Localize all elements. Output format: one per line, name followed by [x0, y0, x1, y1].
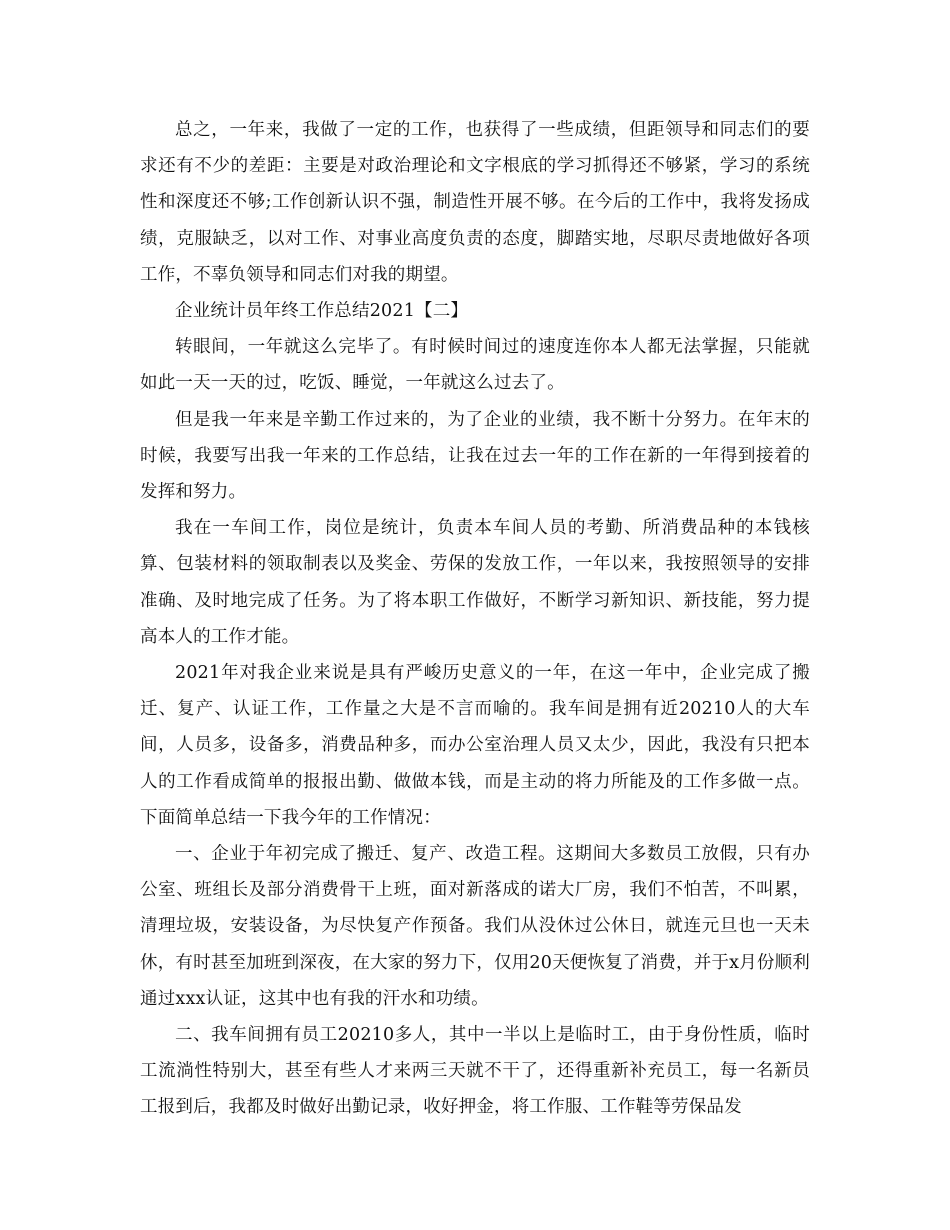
paragraph-summary-conclusion: 总之，一年来，我做了一定的工作，也获得了一些成绩，但距领导和同志们的要求还有不少的差距：主要是对政治理论和文字根底的学习抓得还不够紧，学习的系统性和深度还不够;工作创新认识不强，制造性开展不够。在今后的工作中，我将发扬成绩，克服缺乏，以对工作、对事业高度负责的态度，脚踏实地，尽职尽责地做好各项工作，不辜负领导和同志们对我的期望。 [140, 120, 810, 285]
paragraph-job-duties: 我在一车间工作，岗位是统计，负责本车间人员的考勤、所消费品种的本钱核算、包装材料的领取制表以及奖金、劳保的发放工作，一年以来，我按照领导的安排准确、及时地完成了任务。为了将本职工作做好，不断学习新知识、新技能，努力提高本人的工作才能。 [140, 518, 810, 647]
document-body [140, 112, 810, 1126]
paragraph-hard-work: 但是我一年来是辛勤工作过来的，为了企业的业绩，我不断十分努力。在年末的时候，我要写出我一年来的工作总结，让我在过去一年的工作在新的一年得到接着的发挥和努力。 [140, 409, 810, 503]
paragraph-year-significance: 2021年对我企业来说是具有严峻历史意义的一年，在这一年中，企业完成了搬迁、复产、认证工作，工作量之大是不言而喻的。我车间是拥有近20210人的大车间，人员多，设备多，消费品种多，而办公室治理人员又太少，因此，我没有只把本人的工作看成简单的报报出勤、做做本钱，而是主动的将力所能及的工作多做一点。下面简单总结一下我今年的工作情况： [140, 663, 810, 828]
paragraph-year-passed: 转眼间，一年就这么完毕了。有时候时间过的速度连你本人都无法掌握，只能就如此一天一天的过，吃饭、睡觉，一年就这么过去了。 [140, 337, 810, 394]
paragraph-item-one: 一、企业于年初完成了搬迁、复产、改造工程。这期间大多数员工放假，只有办公室、班组长及部分消费骨干上班，面对新落成的诺大厂房，我们不怕苦，不叫累，清理垃圾，安装设备，为尽快复产作预备。我们从没休过公休日，就连元旦也一天未休，有时甚至加班到深夜，在大家的努力下，仅用20天便恢复了消费，并于x月份顺利通过xxx认证，这其中也有我的汗水和功绩。 [140, 844, 810, 1009]
section-heading: 企业统计员年终工作总结2021【二】 [175, 301, 469, 322]
paragraph-item-two: 二、我车间拥有员工20210多人，其中一半以上是临时工，由于身份性质，临时工流淌性特别大，甚至有些人才来两三天就不干了，还得重新补充员工，每一名新员工报到后，我都及时做好出勤记录，收好押金，将工作服、工作鞋等劳保品发 [140, 1025, 810, 1118]
